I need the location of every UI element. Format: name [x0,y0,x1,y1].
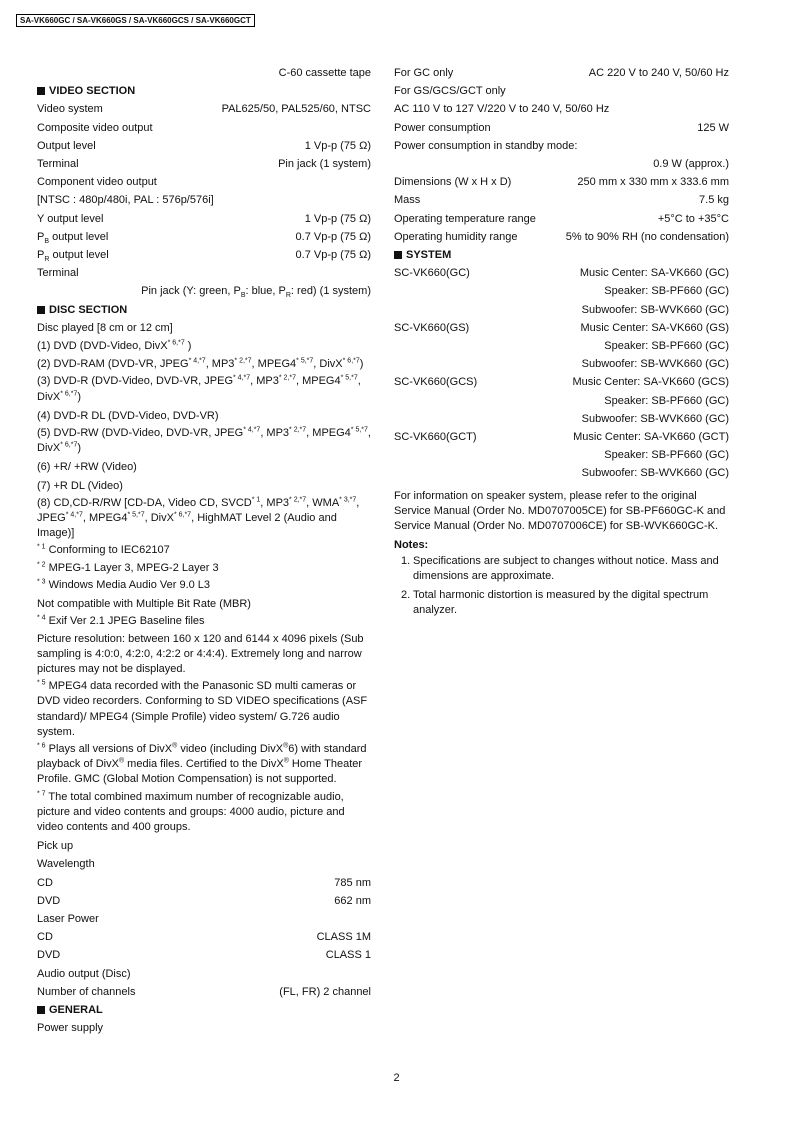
system-group-gs [394,319,729,374]
system-center: Music Center: SA-VK660 (GCT) [573,431,729,444]
footnote-ref: * 6,*7 [167,339,185,347]
footnote-text: MPEG-1 Layer 3, MPEG-2 Layer 3 [45,561,219,574]
system-row [394,428,729,446]
spec-row-op-temp [394,210,729,228]
footnote-5 [37,679,371,740]
spec-label: CD [37,876,53,889]
registered-mark: ® [118,757,125,765]
system-row [394,337,729,355]
text-part: (1) DVD (DVD-Video, DivX [37,340,168,353]
text-part: , MPEG4 [295,375,341,388]
spec-label: Mass [394,194,421,207]
footnote-ref: * 3,*7 [339,496,357,504]
disc-played [37,319,371,337]
spec-label: Operating temperature range [394,212,536,225]
wavelength-label: Wavelength [37,858,95,871]
spec-value: PAL625/50, PAL525/60, NTSC [221,103,371,116]
system-row [394,464,729,482]
system-center: Music Center: SA-VK660 (GCS) [572,376,729,389]
footnote-ref: * 6,*7 [60,441,78,449]
spec-row-y-output [37,210,371,228]
footnote-text: 6) with standard playback of DivX [37,742,367,771]
text-part: (8) CD,CD-R/RW [CD-DA, Video CD, SVCD [37,496,252,509]
system-group-gct [394,428,729,483]
text-part: , MP3 [250,375,279,388]
section-bullet-icon [394,251,402,259]
footnote-ref: * 5,*7 [350,426,368,434]
spec-row-wl-dvd [37,892,371,910]
section-bullet-icon [37,87,45,95]
footnote-text: MPEG4 data recorded with the Panasonic SD multi cameras or DVD video recorders. Conforming to SD VIDEO specifications (ASF standard)/ MPEG4 (Simple Profile) video system/ G.726 audio system. [37,680,368,738]
disc-item-cd [37,496,371,542]
disc-item-dvd-r [37,374,371,404]
footnote-text: Home Theater Profile. GMC (Global Motion Compensation) is not supported. [37,758,363,786]
spec-row-wl-cd [37,874,371,892]
spec-label: For GC only [394,67,454,79]
text-part: , MP3 [260,496,290,509]
spec-value: CLASS 1M [316,931,371,944]
spec-label: DVD [37,949,61,962]
text-part: , HighMAT Level 2 (Audio and [191,512,337,525]
spec-label: DVD [37,894,61,907]
footnote-ref: * 6,*7 [342,357,360,365]
system-model: SC-VK660(GCS) [394,376,478,389]
mbr-note [37,595,371,613]
spec-row-terminal [37,155,371,173]
system-row [394,355,729,373]
video-section-title: VIDEO SECTION [49,85,136,98]
label-part: output level [49,230,109,243]
footnote-mark: * 1 [37,543,46,551]
registered-mark: ® [172,742,178,750]
audio-output [37,965,371,983]
footnote-text: video (including DivX [177,742,284,755]
standby-value-text: 0.9 W (approx.) [653,158,729,171]
disc-item-text [37,337,191,355]
audio-output-label: Audio output (Disc) [37,967,131,980]
spec-value: 0.7 Vp-p (75 Ω) [295,230,371,243]
mbr-note-text: Not compatible with Multiple Bit Rate (MBR) [37,598,251,611]
pickup-label: Pick up [37,840,74,853]
gs-only [394,82,729,100]
footnote-mark: * 3 [37,578,46,586]
footnote-text: Exif Ver 2.1 JPEG Baseline files [45,615,205,628]
footnote-ref: * 6,*7 [60,390,78,397]
text-part: , MPEG4 [82,512,128,525]
spec-value: 0.7 Vp-p (75 Ω) [295,249,371,262]
text-part: , MP3 [205,358,235,371]
spec-row-mass [394,191,729,209]
spec-label: Composite video output [37,121,153,134]
gs-only-label: For GS/GCS/GCT only [394,85,506,98]
disc-item-plus-r-dl [37,477,371,495]
text-part: , [356,496,360,509]
text-part: , DivX [144,512,174,525]
footnote-7 [37,790,371,836]
text-part: (5) DVD-RW (DVD-Video, DVD-VR, JPEG [37,427,244,440]
footnote-text: media files. Certified to the DivX [124,758,284,771]
spec-label: Component video output [37,176,157,189]
spec-row-lp-dvd [37,946,371,964]
footnote-ref: * 5,*7 [340,374,358,382]
footnote-mark: * 7 [37,789,46,797]
spec-value: (FL, FR) 2 channel [279,985,371,998]
spec-value: 662 nm [334,894,371,907]
system-row [394,392,729,410]
system-subwoofer: Subwoofer: SB-WVK660 (GC) [581,467,729,480]
system-model: SC-VK660(GCT) [394,431,477,444]
spec-row-component [37,173,371,191]
label-part: output level [49,249,109,262]
spec-value: 1 Vp-p (75 Ω) [304,139,371,152]
note-number: 2. [401,589,411,602]
spec-row-pb-output [37,228,371,246]
general-section-title: GENERAL [49,1003,103,1016]
spec-row-composite [37,119,371,137]
spec-label: Output level [37,139,96,152]
spec-row-op-humidity [394,228,729,246]
value-part: : red) (1 system) [290,285,371,298]
value-sub: R [285,292,291,300]
spec-label: Operating humidity range [394,230,518,243]
section-bullet-icon [37,1006,45,1014]
system-speaker: Speaker: SB-PF660 (GC) [604,394,729,407]
value-part: Pin jack (Y: green, P [141,285,241,298]
spec-row-video-system [37,100,371,118]
disc-item-dvd-r-dl [37,407,371,425]
label-sub: R [44,256,50,264]
note-text: Total harmonic distortion is measured by the digital spectrum analyzer. [413,589,709,617]
spec-label: [NTSC : 480p/480i, PAL : 576p/576i] [37,194,214,207]
spec-value: 250 mm x 330 mm x 333.6 mm [577,176,729,189]
disc-item-text: (4) DVD-R DL (DVD-Video, DVD-VR) [37,409,219,422]
footnote-mark: * 5 [37,679,46,687]
text-part: JPEG [37,512,66,525]
footnote-2 [37,561,371,576]
picture-resolution: Picture resolution: between 160 x 120 and 6144 x 4096 pixels (Sub sampling is 4:0:0, 4:2:0, 4:2:2 or 4:4:4). Extremely long and narrow pictures may not be displayed. [37,632,364,675]
disc-section-title: DISC SECTION [49,303,128,316]
general-section-heading [37,1001,371,1019]
spec-row-terminal2-value [37,282,371,300]
footnote-3 [37,578,371,593]
system-subwoofer: Subwoofer: SB-WVK660 (GC) [581,412,729,425]
note-text: Specifications are subject to changes without notice. Mass and dimensions are approximate. [413,555,719,583]
spec-label: CD [37,931,53,944]
footnote-ref: * 4,*7 [233,374,251,382]
spec-label: Power consumption [394,121,491,134]
spec-row-component-formats [37,191,371,209]
ac-range-text: AC 110 V to 127 V/220 V to 240 V, 50/60 Hz [394,103,610,116]
footnote-ref: * 4,*7 [65,511,83,519]
disc-played-text: Disc played [8 cm or 12 cm] [37,321,173,334]
pickup [37,837,371,855]
disc-section-heading [37,301,371,319]
spec-value: AC 220 V to 240 V, 50/60 Hz [588,67,729,79]
text-part: Image)] [37,527,75,540]
spec-label: Video system [37,103,103,116]
system-section-title: SYSTEM [406,249,452,262]
text-part: ) [77,390,82,403]
spec-value: 7.5 kg [699,194,729,207]
spec-row-terminal2 [37,264,371,282]
spec-value: 1 Vp-p (75 Ω) [304,212,371,225]
text-part: ) [359,358,364,371]
text-part: , MP3 [260,427,290,440]
spec-value: +5°C to +35°C [657,212,729,225]
footnote-text: Conforming to IEC62107 [45,544,170,557]
ac-range [394,100,729,118]
system-row [394,301,729,319]
text-part: , [367,427,371,440]
text-part: DivX [37,390,61,403]
power-supply [37,1019,371,1037]
footnote-ref: * 2,*7 [289,426,307,434]
footnote-text: Plays all versions of DivX [45,742,173,755]
system-group-gcs [394,373,729,428]
system-group-gc [394,264,729,319]
value-sub: B [240,292,246,300]
system-speaker: Speaker: SB-PF660 (GC) [604,285,729,298]
spec-label: Terminal [37,158,79,171]
spec-row-output-level [37,137,371,155]
spec-value: 125 W [697,121,729,134]
spec-row-channels [37,983,371,1001]
footnote-ref: * 2,*7 [234,357,252,365]
disc-item-dvd-rw [37,426,371,456]
system-row [394,264,729,282]
section-bullet-icon [37,306,45,314]
speaker-info: For information on speaker system, please refer to the original Service Manual (Order No. MD0707005CE) for SB-PF660GC-K and Service Manual (Order No. MD0707006CE) for SB-WVK660GC-K. [394,489,726,533]
text-part: , WMA [306,496,340,509]
note-item [394,588,729,618]
note-number: 1. [401,555,411,568]
system-model: SC-VK660(GS) [394,321,470,334]
standby-label: Power consumption in standby mode: [394,139,578,152]
system-subwoofer: Subwoofer: SB-WVK660 (GC) [581,358,729,371]
spec-value: 5% to 90% RH (no condensation) [565,230,729,243]
footnote-text: Windows Media Audio Ver 9.0 L3 [45,578,211,591]
footnote-ref: * 2,*7 [278,374,296,382]
spec-label: Y output level [37,212,104,225]
text-part: , DivX [313,358,343,371]
spec-value: Pin jack (1 system) [278,158,371,171]
cassette-note [37,64,371,82]
footnote-ref: * 5,*7 [296,357,314,365]
text-part: DivX [37,442,61,455]
label-part: P [37,249,45,262]
footnote-mark: * 4 [37,614,46,622]
footnote-6 [37,742,371,788]
note-item [394,554,729,584]
system-row [394,373,729,391]
system-row [394,282,729,300]
spec-label [37,246,109,264]
system-section-heading [394,246,729,264]
system-center: Music Center: SA-VK660 (GS) [580,321,729,334]
value-part: : blue, P [245,285,286,298]
disc-item-dvd-ram [37,355,371,373]
standby-value [394,155,729,173]
standby [394,137,729,155]
spec-value: CLASS 1 [325,949,371,962]
spec-row-pr-output [37,246,371,264]
video-section-heading [37,82,371,100]
power-supply-label: Power supply [37,1022,104,1035]
footnote-text: The total combined maximum number of recognizable audio, picture and video contents and groups: 4000 audio, picture and video contents and 400 groups. [37,790,345,833]
registered-mark: ® [283,742,289,750]
disc-item-dvd [37,337,371,355]
system-center: Music Center: SA-VK660 (GC) [579,267,729,280]
label-sub: B [44,238,50,246]
system-speaker: Speaker: SB-PF660 (GC) [604,449,729,462]
footnote-ref: * 1 [251,496,261,504]
spec-row-power-consumption [394,119,729,137]
system-row [394,410,729,428]
disc-item-text: (7) +R DL (Video) [37,479,123,492]
spec-label [37,228,108,246]
spec-label: Terminal [37,267,79,280]
footnote-4 [37,614,371,629]
notes-title: Notes: [394,539,429,552]
right-column [394,64,729,622]
text-part: , MPEG4 [306,427,351,440]
system-row [394,319,729,337]
laser-power-label: Laser Power [37,912,99,925]
system-row [394,446,729,464]
footnote-mark: * 6 [37,742,46,750]
spec-value: 785 nm [334,876,371,889]
cassette-note-text: C-60 cassette tape [278,67,371,79]
text-part: (3) DVD-R (DVD-Video, DVD-VR, JPEG [37,375,233,388]
laser-power [37,910,371,928]
page-number: 2 [393,1072,400,1084]
text-part: , [357,375,361,388]
wavelength [37,855,371,873]
spec-value [141,282,371,300]
spec-row-lp-cd [37,928,371,946]
disc-item-plus-r-rw [37,458,371,476]
text-part: (2) DVD-RAM (DVD-VR, JPEG [37,358,189,371]
footnote-ref: * 6,*7 [173,511,192,519]
disc-item-text: (6) +R/ +RW (Video) [37,461,137,474]
system-subwoofer: Subwoofer: SB-WVK660 (GC) [581,303,729,316]
footnote-ref: * 5,*7 [127,511,145,519]
disc-item-text [37,355,363,373]
registered-mark: ® [283,757,289,765]
footnote-ref: * 4,*7 [188,357,206,365]
spec-label: Number of channels [37,985,136,998]
footnote-ref: * 2,*7 [289,496,307,504]
text-part: ) [77,442,82,455]
label-part: P [37,230,45,243]
spec-row-gc-only [394,64,729,82]
spec-row-dimensions [394,173,729,191]
system-model: SC-VK660(GC) [394,267,470,280]
spec-label: Dimensions (W x H x D) [394,176,512,189]
footnote-ref: * 4,*7 [243,426,261,434]
footnote-1 [37,543,371,558]
footnote-mark: * 2 [37,561,46,569]
text-part: ) [184,340,192,353]
text-part: , MPEG4 [251,358,297,371]
system-speaker: Speaker: SB-PF660 (GC) [604,340,729,353]
model-header: SA-VK660GC / SA-VK660GS / SA-VK660GCS / SA-VK660GCT [16,14,255,27]
left-column [37,64,371,1037]
